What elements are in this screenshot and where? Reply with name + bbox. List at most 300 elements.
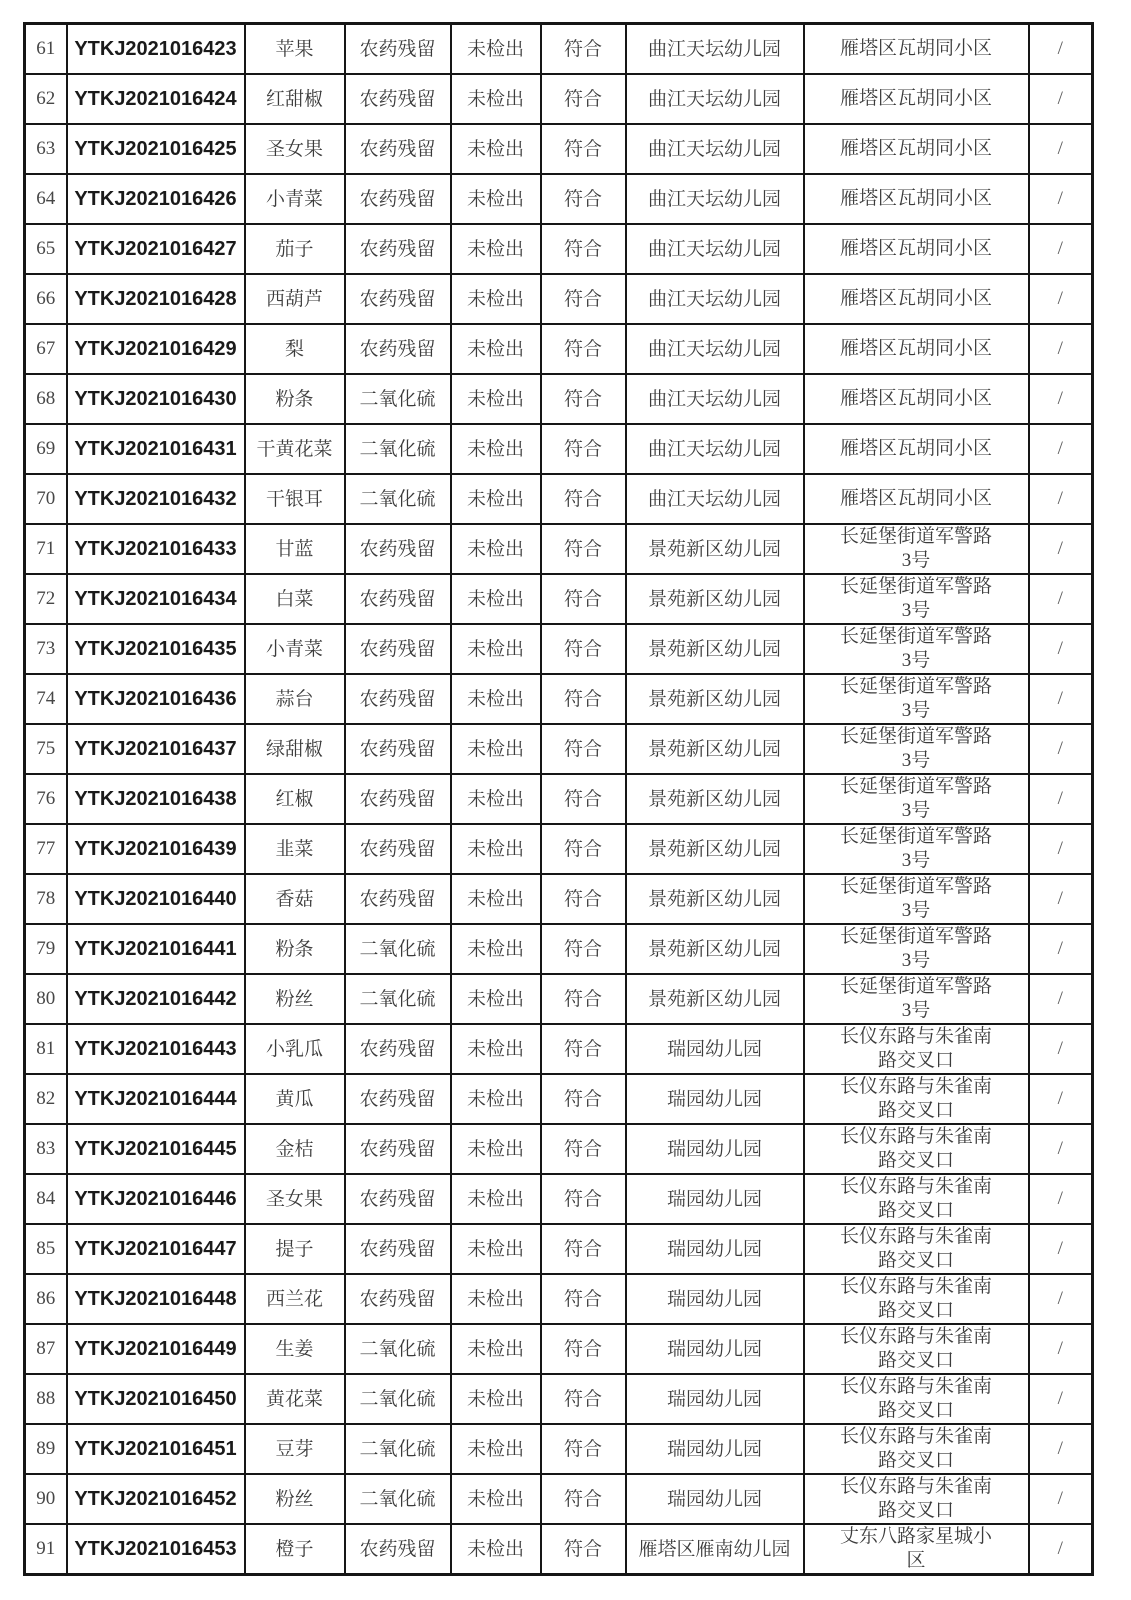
sample-id-cell: YTKJ2021016445 (67, 1124, 245, 1174)
test-item-cell: 农药残留 (345, 774, 451, 824)
sample-id-cell: YTKJ2021016444 (67, 1074, 245, 1124)
address-text: 长仪东路与朱雀南路交叉口 (839, 1476, 992, 1521)
sampled-unit-cell: 瑞园幼儿园 (626, 1374, 804, 1424)
test-result-cell: 未检出 (451, 424, 541, 474)
row-number-cell: 73 (25, 624, 67, 674)
sample-name-cell: 红甜椒 (245, 74, 345, 124)
sample-id-cell: YTKJ2021016442 (67, 974, 245, 1024)
conclusion-cell: 符合 (541, 774, 626, 824)
address-text: 长仪东路与朱雀南路交叉口 (839, 1376, 992, 1421)
table-row (25, 424, 1093, 474)
row-number-cell: 80 (25, 974, 67, 1024)
test-result-cell: 未检出 (451, 524, 541, 574)
conclusion-cell: 符合 (541, 724, 626, 774)
conclusion-cell: 符合 (541, 74, 626, 124)
address-cell (804, 224, 1029, 274)
sample-name-cell: 韭菜 (245, 824, 345, 874)
address-cell (804, 74, 1029, 124)
sample-id-cell: YTKJ2021016440 (67, 874, 245, 924)
conclusion-cell: 符合 (541, 424, 626, 474)
conclusion-cell: 符合 (541, 874, 626, 924)
table-row (25, 1274, 1093, 1324)
address-cell (804, 824, 1029, 874)
table-row (25, 1324, 1093, 1374)
sampled-unit-cell: 曲江天坛幼儿园 (626, 24, 804, 75)
conclusion-cell: 符合 (541, 524, 626, 574)
sampled-unit-cell: 景苑新区幼儿园 (626, 874, 804, 924)
table-row (25, 1374, 1093, 1424)
table-row (25, 1424, 1093, 1474)
sample-name-cell: 粉丝 (245, 1474, 345, 1524)
sample-name-cell: 红椒 (245, 774, 345, 824)
sample-id-cell: YTKJ2021016434 (67, 574, 245, 624)
remark-cell: / (1029, 1124, 1093, 1174)
test-result-cell: 未检出 (451, 74, 541, 124)
address-cell (804, 124, 1029, 174)
address-cell (804, 1224, 1029, 1274)
sampled-unit-cell: 曲江天坛幼儿园 (626, 424, 804, 474)
test-result-cell: 未检出 (451, 474, 541, 524)
conclusion-cell: 符合 (541, 974, 626, 1024)
address-cell (804, 1474, 1029, 1524)
test-item-cell: 农药残留 (345, 74, 451, 124)
conclusion-cell: 符合 (541, 374, 626, 424)
table-row (25, 1474, 1093, 1524)
sampled-unit-cell: 曲江天坛幼儿园 (626, 474, 804, 524)
address-cell (804, 1274, 1029, 1324)
remark-cell: / (1029, 724, 1093, 774)
sample-id-cell: YTKJ2021016446 (67, 1174, 245, 1224)
remark-cell: / (1029, 1524, 1093, 1575)
test-result-cell: 未检出 (451, 1174, 541, 1224)
sample-id-cell: YTKJ2021016438 (67, 774, 245, 824)
row-number-cell: 77 (25, 824, 67, 874)
test-result-cell: 未检出 (451, 1124, 541, 1174)
sampled-unit-cell: 景苑新区幼儿园 (626, 924, 804, 974)
test-item-cell: 农药残留 (345, 274, 451, 324)
address-text: 雁塔区瓦胡同小区 (839, 138, 992, 160)
sample-id-cell: YTKJ2021016451 (67, 1424, 245, 1474)
remark-cell: / (1029, 1324, 1093, 1374)
test-result-cell: 未检出 (451, 1224, 541, 1274)
sample-name-cell: 干黄花菜 (245, 424, 345, 474)
sampled-unit-cell: 瑞园幼儿园 (626, 1174, 804, 1224)
test-item-cell: 农药残留 (345, 724, 451, 774)
test-result-cell: 未检出 (451, 724, 541, 774)
test-item-cell: 农药残留 (345, 1274, 451, 1324)
row-number-cell: 78 (25, 874, 67, 924)
test-result-cell: 未检出 (451, 874, 541, 924)
address-text: 长延堡街道军警路3号 (839, 626, 992, 671)
address-text: 长仪东路与朱雀南路交叉口 (839, 1026, 992, 1071)
test-result-cell: 未检出 (451, 1424, 541, 1474)
sampled-unit-cell: 曲江天坛幼儿园 (626, 274, 804, 324)
sample-id-cell: YTKJ2021016425 (67, 124, 245, 174)
test-item-cell: 二氧化硫 (345, 1424, 451, 1474)
row-number-cell: 62 (25, 74, 67, 124)
row-number-cell: 71 (25, 524, 67, 574)
sample-name-cell: 黄瓜 (245, 1074, 345, 1124)
address-cell (804, 724, 1029, 774)
table-row (25, 1074, 1093, 1124)
conclusion-cell: 符合 (541, 224, 626, 274)
table-row (25, 1224, 1093, 1274)
table-row (25, 1024, 1093, 1074)
conclusion-cell: 符合 (541, 574, 626, 624)
remark-cell: / (1029, 574, 1093, 624)
table-row (25, 874, 1093, 924)
remark-cell: / (1029, 924, 1093, 974)
test-result-cell: 未检出 (451, 924, 541, 974)
row-number-cell: 85 (25, 1224, 67, 1274)
remark-cell: / (1029, 1224, 1093, 1274)
test-item-cell: 农药残留 (345, 1224, 451, 1274)
address-cell (804, 774, 1029, 824)
sample-id-cell: YTKJ2021016436 (67, 674, 245, 724)
table-row (25, 1124, 1093, 1174)
test-result-cell: 未检出 (451, 224, 541, 274)
sample-name-cell: 小青菜 (245, 174, 345, 224)
row-number-cell: 86 (25, 1274, 67, 1324)
test-item-cell: 二氧化硫 (345, 474, 451, 524)
sampled-unit-cell: 曲江天坛幼儿园 (626, 224, 804, 274)
sample-id-cell: YTKJ2021016426 (67, 174, 245, 224)
address-cell (804, 624, 1029, 674)
test-result-cell: 未检出 (451, 1474, 541, 1524)
sample-name-cell: 橙子 (245, 1524, 345, 1575)
sample-name-cell: 梨 (245, 324, 345, 374)
table-row (25, 374, 1093, 424)
test-item-cell: 农药残留 (345, 674, 451, 724)
remark-cell: / (1029, 624, 1093, 674)
remark-cell: / (1029, 24, 1093, 75)
sampled-unit-cell: 瑞园幼儿园 (626, 1224, 804, 1274)
remark-cell: / (1029, 974, 1093, 1024)
test-item-cell: 二氧化硫 (345, 374, 451, 424)
remark-cell: / (1029, 424, 1093, 474)
row-number-cell: 64 (25, 174, 67, 224)
test-item-cell: 二氧化硫 (345, 1374, 451, 1424)
test-item-cell: 农药残留 (345, 24, 451, 75)
remark-cell: / (1029, 1074, 1093, 1124)
inspection-results-table (23, 22, 1094, 1576)
sample-name-cell: 干银耳 (245, 474, 345, 524)
test-result-cell: 未检出 (451, 774, 541, 824)
row-number-cell: 83 (25, 1124, 67, 1174)
conclusion-cell: 符合 (541, 624, 626, 674)
remark-cell: / (1029, 324, 1093, 374)
address-cell (804, 924, 1029, 974)
remark-cell: / (1029, 874, 1093, 924)
sample-name-cell: 甘蓝 (245, 524, 345, 574)
conclusion-cell: 符合 (541, 1474, 626, 1524)
table-body (25, 24, 1093, 1575)
test-result-cell: 未检出 (451, 974, 541, 1024)
address-text: 雁塔区瓦胡同小区 (839, 188, 992, 210)
conclusion-cell: 符合 (541, 1074, 626, 1124)
remark-cell: / (1029, 774, 1093, 824)
conclusion-cell: 符合 (541, 124, 626, 174)
conclusion-cell: 符合 (541, 1524, 626, 1575)
sampled-unit-cell: 景苑新区幼儿园 (626, 574, 804, 624)
address-text: 雁塔区瓦胡同小区 (839, 238, 992, 260)
row-number-cell: 76 (25, 774, 67, 824)
sample-id-cell: YTKJ2021016453 (67, 1524, 245, 1575)
address-text: 长仪东路与朱雀南路交叉口 (839, 1426, 992, 1471)
address-text: 长延堡街道军警路3号 (839, 526, 992, 571)
conclusion-cell: 符合 (541, 674, 626, 724)
sampled-unit-cell: 景苑新区幼儿园 (626, 524, 804, 574)
sampled-unit-cell: 曲江天坛幼儿园 (626, 124, 804, 174)
conclusion-cell: 符合 (541, 274, 626, 324)
sample-name-cell: 茄子 (245, 224, 345, 274)
sample-name-cell: 白菜 (245, 574, 345, 624)
sampled-unit-cell: 景苑新区幼儿园 (626, 974, 804, 1024)
sample-name-cell: 粉丝 (245, 974, 345, 1024)
remark-cell: / (1029, 1274, 1093, 1324)
address-cell (804, 1524, 1029, 1575)
table-row (25, 474, 1093, 524)
test-item-cell: 农药残留 (345, 1124, 451, 1174)
test-result-cell: 未检出 (451, 324, 541, 374)
conclusion-cell: 符合 (541, 324, 626, 374)
sampled-unit-cell: 曲江天坛幼儿园 (626, 174, 804, 224)
sample-name-cell: 小青菜 (245, 624, 345, 674)
row-number-cell: 90 (25, 1474, 67, 1524)
address-text: 长仪东路与朱雀南路交叉口 (839, 1076, 992, 1121)
sample-id-cell: YTKJ2021016429 (67, 324, 245, 374)
address-cell (804, 424, 1029, 474)
row-number-cell: 66 (25, 274, 67, 324)
table-row (25, 774, 1093, 824)
remark-cell: / (1029, 1424, 1093, 1474)
remark-cell: / (1029, 224, 1093, 274)
row-number-cell: 65 (25, 224, 67, 274)
conclusion-cell: 符合 (541, 1124, 626, 1174)
test-result-cell: 未检出 (451, 24, 541, 75)
test-result-cell: 未检出 (451, 274, 541, 324)
address-text: 丈东八路家星城小区 (839, 1526, 992, 1571)
sampled-unit-cell: 瑞园幼儿园 (626, 1474, 804, 1524)
test-item-cell: 农药残留 (345, 324, 451, 374)
sample-id-cell: YTKJ2021016431 (67, 424, 245, 474)
row-number-cell: 75 (25, 724, 67, 774)
address-text: 长延堡街道军警路3号 (839, 826, 992, 871)
sample-id-cell: YTKJ2021016430 (67, 374, 245, 424)
conclusion-cell: 符合 (541, 1274, 626, 1324)
table-row (25, 124, 1093, 174)
address-cell (804, 174, 1029, 224)
sampled-unit-cell: 曲江天坛幼儿园 (626, 324, 804, 374)
sampled-unit-cell: 雁塔区雁南幼儿园 (626, 1524, 804, 1575)
table-row (25, 624, 1093, 674)
sample-id-cell: YTKJ2021016450 (67, 1374, 245, 1424)
test-result-cell: 未检出 (451, 824, 541, 874)
sample-id-cell: YTKJ2021016443 (67, 1024, 245, 1074)
address-text: 长仪东路与朱雀南路交叉口 (839, 1176, 992, 1221)
address-text: 长延堡街道军警路3号 (839, 976, 992, 1021)
table-row (25, 324, 1093, 374)
test-item-cell: 农药残留 (345, 1174, 451, 1224)
sample-id-cell: YTKJ2021016432 (67, 474, 245, 524)
sample-name-cell: 圣女果 (245, 1174, 345, 1224)
sample-name-cell: 苹果 (245, 24, 345, 75)
remark-cell: / (1029, 1024, 1093, 1074)
remark-cell: / (1029, 74, 1093, 124)
test-item-cell: 农药残留 (345, 224, 451, 274)
sample-id-cell: YTKJ2021016428 (67, 274, 245, 324)
sampled-unit-cell: 瑞园幼儿园 (626, 1024, 804, 1074)
table-row (25, 674, 1093, 724)
table-row (25, 974, 1093, 1024)
sample-id-cell: YTKJ2021016424 (67, 74, 245, 124)
test-result-cell: 未检出 (451, 1524, 541, 1575)
row-number-cell: 88 (25, 1374, 67, 1424)
remark-cell: / (1029, 174, 1093, 224)
row-number-cell: 63 (25, 124, 67, 174)
sample-id-cell: YTKJ2021016435 (67, 624, 245, 674)
address-cell (804, 874, 1029, 924)
test-item-cell: 农药残留 (345, 574, 451, 624)
address-cell (804, 1374, 1029, 1424)
sample-id-cell: YTKJ2021016423 (67, 24, 245, 75)
row-number-cell: 61 (25, 24, 67, 75)
sample-name-cell: 金桔 (245, 1124, 345, 1174)
address-text: 长延堡街道军警路3号 (839, 676, 992, 721)
conclusion-cell: 符合 (541, 1374, 626, 1424)
sample-id-cell: YTKJ2021016441 (67, 924, 245, 974)
test-result-cell: 未检出 (451, 624, 541, 674)
conclusion-cell: 符合 (541, 1224, 626, 1274)
test-item-cell: 二氧化硫 (345, 424, 451, 474)
row-number-cell: 84 (25, 1174, 67, 1224)
row-number-cell: 89 (25, 1424, 67, 1474)
row-number-cell: 67 (25, 324, 67, 374)
sample-id-cell: YTKJ2021016433 (67, 524, 245, 574)
test-item-cell: 农药残留 (345, 624, 451, 674)
address-cell (804, 324, 1029, 374)
sampled-unit-cell: 景苑新区幼儿园 (626, 724, 804, 774)
row-number-cell: 91 (25, 1524, 67, 1575)
conclusion-cell: 符合 (541, 824, 626, 874)
address-cell (804, 374, 1029, 424)
conclusion-cell: 符合 (541, 924, 626, 974)
sample-id-cell: YTKJ2021016449 (67, 1324, 245, 1374)
test-result-cell: 未检出 (451, 1324, 541, 1374)
test-item-cell: 二氧化硫 (345, 974, 451, 1024)
sampled-unit-cell: 曲江天坛幼儿园 (626, 374, 804, 424)
table-row (25, 224, 1093, 274)
test-item-cell: 农药残留 (345, 1524, 451, 1575)
address-cell (804, 24, 1029, 75)
test-result-cell: 未检出 (451, 1074, 541, 1124)
conclusion-cell: 符合 (541, 1174, 626, 1224)
sample-name-cell: 生姜 (245, 1324, 345, 1374)
table-row (25, 724, 1093, 774)
test-result-cell: 未检出 (451, 1274, 541, 1324)
remark-cell: / (1029, 374, 1093, 424)
conclusion-cell: 符合 (541, 24, 626, 75)
sampled-unit-cell: 景苑新区幼儿园 (626, 824, 804, 874)
conclusion-cell: 符合 (541, 1324, 626, 1374)
table-row (25, 824, 1093, 874)
sample-name-cell: 绿甜椒 (245, 724, 345, 774)
sample-name-cell: 黄花菜 (245, 1374, 345, 1424)
table-row (25, 174, 1093, 224)
sample-id-cell: YTKJ2021016427 (67, 224, 245, 274)
address-cell (804, 524, 1029, 574)
address-text: 长仪东路与朱雀南路交叉口 (839, 1326, 992, 1371)
address-cell (804, 974, 1029, 1024)
address-cell (804, 674, 1029, 724)
address-cell (804, 574, 1029, 624)
test-item-cell: 农药残留 (345, 524, 451, 574)
sampled-unit-cell: 瑞园幼儿园 (626, 1124, 804, 1174)
sample-name-cell: 粉条 (245, 374, 345, 424)
sample-name-cell: 粉条 (245, 924, 345, 974)
address-text: 长延堡街道军警路3号 (839, 576, 992, 621)
address-text: 长延堡街道军警路3号 (839, 776, 992, 821)
test-item-cell: 二氧化硫 (345, 1324, 451, 1374)
address-text: 长延堡街道军警路3号 (839, 926, 992, 971)
address-cell (804, 1124, 1029, 1174)
address-text: 长仪东路与朱雀南路交叉口 (839, 1226, 992, 1271)
address-cell (804, 274, 1029, 324)
test-item-cell: 农药残留 (345, 174, 451, 224)
address-text: 长延堡街道军警路3号 (839, 876, 992, 921)
row-number-cell: 82 (25, 1074, 67, 1124)
test-result-cell: 未检出 (451, 574, 541, 624)
test-result-cell: 未检出 (451, 674, 541, 724)
test-result-cell: 未检出 (451, 124, 541, 174)
row-number-cell: 68 (25, 374, 67, 424)
sampled-unit-cell: 瑞园幼儿园 (626, 1424, 804, 1474)
remark-cell: / (1029, 1174, 1093, 1224)
sample-name-cell: 蒜台 (245, 674, 345, 724)
remark-cell: / (1029, 274, 1093, 324)
remark-cell: / (1029, 124, 1093, 174)
sample-id-cell: YTKJ2021016452 (67, 1474, 245, 1524)
sample-id-cell: YTKJ2021016439 (67, 824, 245, 874)
test-result-cell: 未检出 (451, 374, 541, 424)
address-text: 雁塔区瓦胡同小区 (839, 388, 992, 410)
sampled-unit-cell: 曲江天坛幼儿园 (626, 74, 804, 124)
sample-name-cell: 小乳瓜 (245, 1024, 345, 1074)
sampled-unit-cell: 景苑新区幼儿园 (626, 774, 804, 824)
test-item-cell: 农药残留 (345, 1024, 451, 1074)
test-item-cell: 农药残留 (345, 1074, 451, 1124)
address-cell (804, 1074, 1029, 1124)
table-row (25, 524, 1093, 574)
conclusion-cell: 符合 (541, 1424, 626, 1474)
remark-cell: / (1029, 674, 1093, 724)
row-number-cell: 87 (25, 1324, 67, 1374)
sampled-unit-cell: 瑞园幼儿园 (626, 1074, 804, 1124)
address-text: 长仪东路与朱雀南路交叉口 (839, 1126, 992, 1171)
address-text: 长仪东路与朱雀南路交叉口 (839, 1276, 992, 1321)
test-item-cell: 农药残留 (345, 874, 451, 924)
sample-id-cell: YTKJ2021016448 (67, 1274, 245, 1324)
row-number-cell: 79 (25, 924, 67, 974)
test-item-cell: 二氧化硫 (345, 1474, 451, 1524)
row-number-cell: 74 (25, 674, 67, 724)
conclusion-cell: 符合 (541, 474, 626, 524)
sampled-unit-cell: 瑞园幼儿园 (626, 1324, 804, 1374)
address-cell (804, 1424, 1029, 1474)
sample-name-cell: 圣女果 (245, 124, 345, 174)
address-text: 雁塔区瓦胡同小区 (839, 88, 992, 110)
remark-cell: / (1029, 474, 1093, 524)
